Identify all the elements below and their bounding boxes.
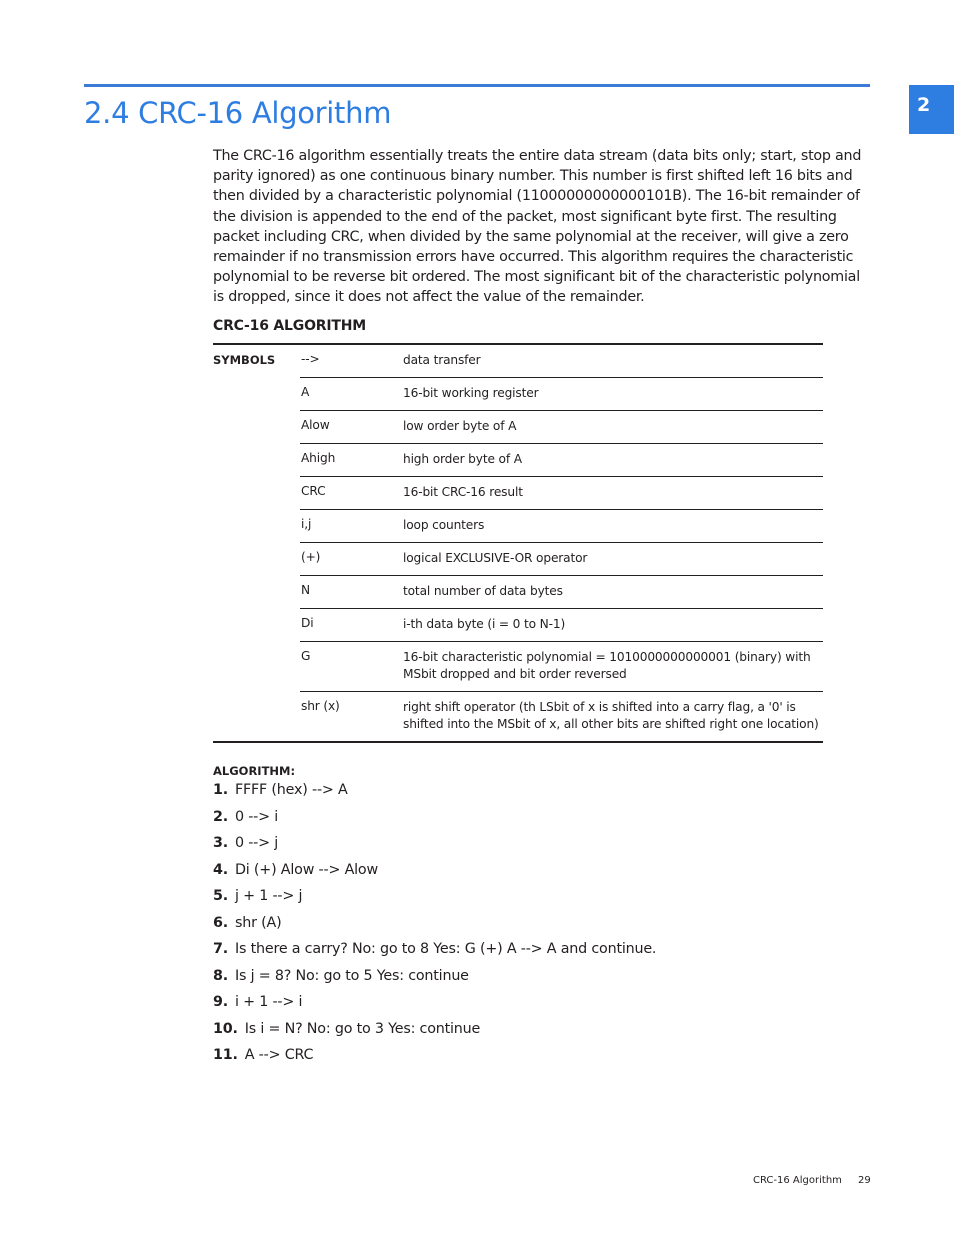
symbol-row [213, 609, 823, 642]
symbol-name: Alow [301, 418, 330, 432]
symbol-name: N [301, 583, 310, 597]
symbol-description: 16-bit working register [403, 386, 539, 400]
symbol-name: A [301, 385, 310, 399]
step-number: 1. [213, 782, 228, 798]
symbol-description: right shift operator (th LSbit of x is shifted into a carry flag, a '0' is shifted into the MSbit of x, all other bits are shifted right one location) [403, 700, 819, 731]
algorithm-steps [213, 780, 656, 1072]
step-text: shr (A) [234, 914, 282, 931]
symbol-description: total number of data bytes [403, 584, 563, 598]
symbol-description: data transfer [403, 353, 481, 367]
algorithm-step [213, 886, 656, 913]
symbol-row [213, 345, 823, 378]
symbol-row [213, 510, 823, 543]
symbol-name: (+) [301, 550, 321, 564]
step-text: FFFF (hex) --> A [234, 782, 348, 798]
symbol-row [213, 411, 823, 444]
symbol-description: logical EXCLUSIVE-OR operator [403, 551, 588, 565]
symbol-name: --> [301, 352, 320, 366]
symbol-description: 16-bit characteristic polynomial = 1010000000000001 (binary) with MSbit dropped and bit order reversed [403, 650, 811, 681]
symbol-name: Di [301, 616, 314, 630]
symbol-row [213, 543, 823, 576]
step-text: Is i = N? No: go to 3 Yes: continue [244, 1020, 481, 1037]
symbols-table [213, 343, 823, 743]
step-number: 6. [213, 914, 228, 931]
symbols-label: SYMBOLS [213, 353, 276, 367]
header-rule [84, 84, 870, 87]
step-text: Di (+) Alow --> Alow [234, 861, 378, 878]
step-text: j + 1 --> j [234, 888, 303, 904]
symbol-row [213, 378, 823, 411]
symbol-description: i-th data byte (i = 0 to N-1) [403, 617, 566, 631]
symbol-description: loop counters [403, 518, 485, 532]
algorithm-step [213, 992, 656, 1019]
step-number: 11. [213, 1047, 238, 1063]
page-number: 29 [858, 1175, 871, 1186]
symbol-name: Ahigh [301, 451, 336, 465]
section-heading: CRC-16 ALGORITHM [213, 318, 366, 334]
symbol-row [213, 477, 823, 510]
table-bottom-rule [213, 741, 823, 743]
symbol-description: 16-bit CRC-16 result [403, 485, 523, 499]
algorithm-step [213, 1045, 656, 1072]
algorithm-step [213, 807, 656, 834]
step-number: 3. [213, 835, 228, 851]
symbol-row [213, 692, 823, 741]
symbol-description: high order byte of A [403, 452, 522, 466]
algorithm-step [213, 860, 656, 887]
symbol-row [213, 576, 823, 609]
step-text: Is j = 8? No: go to 5 Yes: continue [234, 967, 469, 984]
footer-title: CRC-16 Algorithm [753, 1175, 842, 1186]
step-number: 4. [213, 861, 228, 878]
algorithm-step [213, 833, 656, 860]
step-number: 2. [213, 808, 228, 825]
algorithm-step [213, 780, 656, 807]
algorithm-step [213, 966, 656, 993]
symbol-name: G [301, 649, 311, 663]
chapter-tab: 2 [909, 85, 954, 134]
symbol-name: i,j [301, 517, 312, 531]
step-text: A --> CRC [244, 1047, 314, 1063]
symbol-name: shr (x) [301, 699, 340, 713]
algorithm-step [213, 939, 656, 966]
step-text: i + 1 --> i [234, 994, 303, 1010]
page-title: 2.4 CRC-16 Algorithm [84, 96, 392, 130]
symbol-row [213, 444, 823, 477]
algorithm-label: ALGORITHM: [213, 764, 296, 778]
step-number: 5. [213, 888, 228, 904]
algorithm-step [213, 1019, 656, 1046]
step-text: 0 --> i [234, 808, 279, 825]
symbol-description: low order byte of A [403, 419, 517, 433]
step-number: 10. [213, 1020, 238, 1037]
step-text: 0 --> j [234, 835, 279, 851]
step-number: 9. [213, 994, 228, 1010]
symbol-row [213, 642, 823, 692]
step-number: 7. [213, 941, 228, 957]
step-text: Is there a carry? No: go to 8 Yes: G (+) A --> A and continue. [234, 941, 657, 957]
step-number: 8. [213, 967, 228, 984]
symbol-name: CRC [301, 484, 326, 498]
algorithm-step [213, 913, 656, 940]
intro-paragraph: The CRC-16 algorithm essentially treats the entire data stream (data bits only; start, stop and parity ignored) as one continuous binary number. This number is first shifted left 16 bits and then divided by a characteristic polynomial (11000000000000101B). The 16-bit remainder of the division is appended to the end of the packet, most significant byte first. The resulting packet including CRC, when divided by the same polynomial at the receiver, will give a zero remainder if no transmission errors have occurred. This algorithm requires the characteristic polynomial to be reverse bit ordered. The most significant bit of the characteristic polynomial is dropped, since it does not affect the value of the remainder. [213, 148, 862, 306]
